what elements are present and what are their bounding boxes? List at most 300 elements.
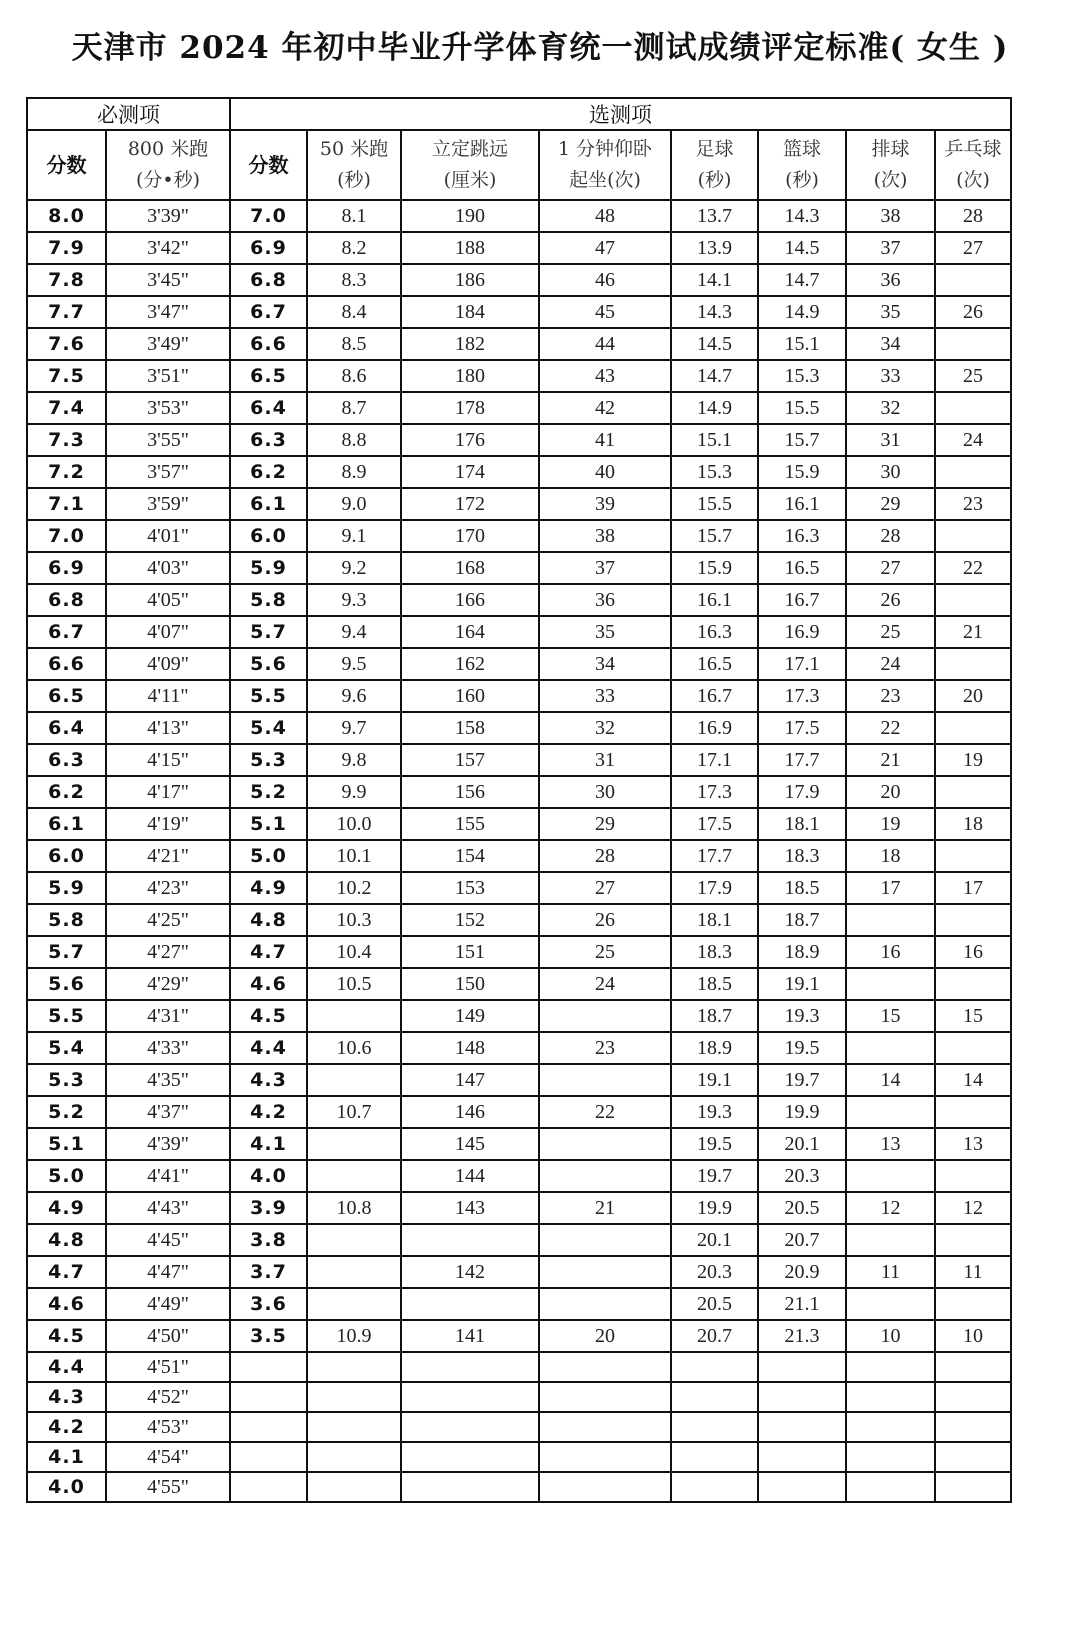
column-header-basketball — [758, 130, 846, 200]
cell-score-optional — [230, 1382, 307, 1412]
cell-football: 14.1 — [671, 264, 758, 296]
cell-table-tennis: 13 — [935, 1128, 1011, 1160]
cell-volleyball: 33 — [846, 360, 935, 392]
cell-score-required: 7.1 — [27, 488, 106, 520]
cell-run-800m: 4'53" — [106, 1412, 230, 1442]
column-header-table-tennis — [935, 130, 1011, 200]
cell-table-tennis: 14 — [935, 1064, 1011, 1096]
cell-football: 17.3 — [671, 776, 758, 808]
cell-football: 17.5 — [671, 808, 758, 840]
cell-football: 14.3 — [671, 296, 758, 328]
table-row — [27, 1224, 1011, 1256]
cell-run-50m: 9.5 — [307, 648, 401, 680]
cell-volleyball — [846, 1032, 935, 1064]
cell-basketball: 14.7 — [758, 264, 846, 296]
cell-run-800m: 4'07" — [106, 616, 230, 648]
cell-volleyball: 22 — [846, 712, 935, 744]
cell-situps-1min: 48 — [539, 200, 671, 232]
cell-run-800m: 4'01" — [106, 520, 230, 552]
cell-table-tennis — [935, 1096, 1011, 1128]
cell-run-800m: 3'53" — [106, 392, 230, 424]
cell-standing-long-jump: 153 — [401, 872, 539, 904]
cell-standing-long-jump — [401, 1382, 539, 1412]
cell-standing-long-jump: 157 — [401, 744, 539, 776]
column-header-volleyball — [846, 130, 935, 200]
cell-score-required: 6.2 — [27, 776, 106, 808]
cell-football: 18.3 — [671, 936, 758, 968]
column-header-score-required — [27, 130, 106, 200]
table-row — [27, 968, 1011, 1000]
cell-score-optional: 5.4 — [230, 712, 307, 744]
cell-football: 14.7 — [671, 360, 758, 392]
cell-basketball: 16.9 — [758, 616, 846, 648]
cell-volleyball: 17 — [846, 872, 935, 904]
cell-table-tennis: 12 — [935, 1192, 1011, 1224]
cell-run-800m: 3'47" — [106, 296, 230, 328]
cell-score-required: 7.0 — [27, 520, 106, 552]
cell-football: 19.1 — [671, 1064, 758, 1096]
cell-run-800m: 3'59" — [106, 488, 230, 520]
table-row — [27, 520, 1011, 552]
cell-standing-long-jump: 174 — [401, 456, 539, 488]
cell-situps-1min: 43 — [539, 360, 671, 392]
cell-score-required: 5.1 — [27, 1128, 106, 1160]
cell-standing-long-jump: 184 — [401, 296, 539, 328]
cell-table-tennis — [935, 712, 1011, 744]
column-header-situps-1min — [539, 130, 671, 200]
table-row — [27, 744, 1011, 776]
cell-run-50m: 10.7 — [307, 1096, 401, 1128]
cell-standing-long-jump: 158 — [401, 712, 539, 744]
cell-situps-1min — [539, 1382, 671, 1412]
table-row — [27, 840, 1011, 872]
cell-table-tennis — [935, 1224, 1011, 1256]
cell-score-optional: 3.7 — [230, 1256, 307, 1288]
cell-situps-1min: 38 — [539, 520, 671, 552]
table-row — [27, 1160, 1011, 1192]
table-row — [27, 1320, 1011, 1352]
cell-basketball: 19.1 — [758, 968, 846, 1000]
table-row — [27, 1032, 1011, 1064]
cell-volleyball — [846, 968, 935, 1000]
cell-situps-1min: 40 — [539, 456, 671, 488]
table-row — [27, 1128, 1011, 1160]
cell-football: 18.9 — [671, 1032, 758, 1064]
cell-table-tennis: 15 — [935, 1000, 1011, 1032]
cell-football: 13.9 — [671, 232, 758, 264]
table-row — [27, 1412, 1011, 1442]
cell-situps-1min — [539, 1064, 671, 1096]
cell-score-optional: 4.4 — [230, 1032, 307, 1064]
cell-standing-long-jump: 188 — [401, 232, 539, 264]
cell-situps-1min: 45 — [539, 296, 671, 328]
table-row — [27, 1064, 1011, 1096]
cell-score-optional: 6.0 — [230, 520, 307, 552]
cell-standing-long-jump: 145 — [401, 1128, 539, 1160]
cell-volleyball: 12 — [846, 1192, 935, 1224]
cell-football: 15.5 — [671, 488, 758, 520]
cell-basketball — [758, 1382, 846, 1412]
column-header-label: 50 米跑 — [319, 138, 389, 160]
cell-run-50m — [307, 1472, 401, 1502]
cell-score-optional — [230, 1472, 307, 1502]
cell-run-50m — [307, 1382, 401, 1412]
column-header-unit: (次) — [956, 169, 990, 191]
cell-score-optional — [230, 1442, 307, 1472]
cell-volleyball: 32 — [846, 392, 935, 424]
cell-volleyball: 23 — [846, 680, 935, 712]
cell-table-tennis — [935, 1442, 1011, 1472]
cell-run-50m: 8.7 — [307, 392, 401, 424]
cell-volleyball — [846, 1442, 935, 1472]
cell-run-50m — [307, 1352, 401, 1382]
cell-volleyball: 30 — [846, 456, 935, 488]
cell-run-800m: 4'03" — [106, 552, 230, 584]
cell-situps-1min: 33 — [539, 680, 671, 712]
cell-score-required: 5.7 — [27, 936, 106, 968]
cell-volleyball: 21 — [846, 744, 935, 776]
cell-run-800m: 4'37" — [106, 1096, 230, 1128]
cell-basketball: 20.1 — [758, 1128, 846, 1160]
cell-football: 14.9 — [671, 392, 758, 424]
cell-run-800m: 4'52" — [106, 1382, 230, 1412]
cell-basketball: 16.1 — [758, 488, 846, 520]
cell-standing-long-jump: 150 — [401, 968, 539, 1000]
cell-table-tennis — [935, 264, 1011, 296]
cell-basketball: 15.3 — [758, 360, 846, 392]
cell-situps-1min: 35 — [539, 616, 671, 648]
table-row — [27, 1288, 1011, 1320]
cell-score-optional: 5.7 — [230, 616, 307, 648]
cell-volleyball — [846, 1288, 935, 1320]
cell-score-required: 6.3 — [27, 744, 106, 776]
cell-score-optional — [230, 1412, 307, 1442]
cell-volleyball: 14 — [846, 1064, 935, 1096]
cell-score-required: 6.6 — [27, 648, 106, 680]
cell-situps-1min: 39 — [539, 488, 671, 520]
column-header-unit: (次) — [873, 169, 908, 191]
table-row — [27, 1096, 1011, 1128]
cell-table-tennis: 23 — [935, 488, 1011, 520]
cell-volleyball: 31 — [846, 424, 935, 456]
cell-basketball: 20.7 — [758, 1224, 846, 1256]
cell-run-50m: 8.8 — [307, 424, 401, 456]
cell-score-required: 4.1 — [27, 1442, 106, 1472]
cell-score-required: 4.2 — [27, 1412, 106, 1442]
cell-score-required: 5.2 — [27, 1096, 106, 1128]
cell-run-800m: 4'13" — [106, 712, 230, 744]
cell-situps-1min — [539, 1442, 671, 1472]
column-header-unit: (秒) — [337, 169, 371, 191]
cell-table-tennis: 20 — [935, 680, 1011, 712]
cell-situps-1min: 30 — [539, 776, 671, 808]
cell-run-50m: 8.2 — [307, 232, 401, 264]
cell-situps-1min — [539, 1160, 671, 1192]
cell-table-tennis — [935, 1382, 1011, 1412]
cell-table-tennis: 28 — [935, 200, 1011, 232]
table-row — [27, 264, 1011, 296]
cell-score-optional: 4.2 — [230, 1096, 307, 1128]
cell-score-required: 6.0 — [27, 840, 106, 872]
cell-standing-long-jump: 182 — [401, 328, 539, 360]
cell-score-required: 5.5 — [27, 1000, 106, 1032]
cell-standing-long-jump: 155 — [401, 808, 539, 840]
cell-score-required: 6.8 — [27, 584, 106, 616]
cell-football: 14.5 — [671, 328, 758, 360]
table-row — [27, 296, 1011, 328]
cell-situps-1min: 25 — [539, 936, 671, 968]
cell-run-800m: 4'11" — [106, 680, 230, 712]
cell-run-50m: 9.3 — [307, 584, 401, 616]
cell-score-optional: 4.5 — [230, 1000, 307, 1032]
cell-standing-long-jump: 190 — [401, 200, 539, 232]
cell-standing-long-jump: 166 — [401, 584, 539, 616]
table-row — [27, 808, 1011, 840]
cell-situps-1min: 34 — [539, 648, 671, 680]
cell-basketball: 15.5 — [758, 392, 846, 424]
cell-score-required: 6.9 — [27, 552, 106, 584]
cell-score-required: 7.4 — [27, 392, 106, 424]
table-row — [27, 1472, 1011, 1502]
cell-situps-1min — [539, 1412, 671, 1442]
cell-run-800m: 3'39" — [106, 200, 230, 232]
cell-basketball: 16.3 — [758, 520, 846, 552]
cell-standing-long-jump: 144 — [401, 1160, 539, 1192]
cell-score-optional: 5.1 — [230, 808, 307, 840]
cell-standing-long-jump — [401, 1288, 539, 1320]
column-header-label: 立定跳远 — [431, 138, 508, 160]
cell-run-50m: 10.8 — [307, 1192, 401, 1224]
cell-volleyball: 11 — [846, 1256, 935, 1288]
cell-run-800m: 4'39" — [106, 1128, 230, 1160]
cell-score-optional: 7.0 — [230, 200, 307, 232]
cell-score-optional: 4.8 — [230, 904, 307, 936]
cell-volleyball: 18 — [846, 840, 935, 872]
cell-score-required: 4.6 — [27, 1288, 106, 1320]
cell-run-800m: 4'49" — [106, 1288, 230, 1320]
cell-basketball: 14.9 — [758, 296, 846, 328]
table-row — [27, 360, 1011, 392]
column-header-label: 800 米跑 — [127, 138, 209, 160]
cell-basketball: 15.1 — [758, 328, 846, 360]
cell-football: 15.7 — [671, 520, 758, 552]
cell-volleyball: 16 — [846, 936, 935, 968]
cell-score-required: 4.5 — [27, 1320, 106, 1352]
cell-table-tennis — [935, 904, 1011, 936]
cell-standing-long-jump: 172 — [401, 488, 539, 520]
column-header-unit: (分•秒) — [135, 169, 201, 191]
cell-table-tennis — [935, 1160, 1011, 1192]
cell-score-optional: 5.8 — [230, 584, 307, 616]
cell-table-tennis — [935, 840, 1011, 872]
cell-table-tennis: 22 — [935, 552, 1011, 584]
cell-football: 15.3 — [671, 456, 758, 488]
column-header-run-50m — [307, 130, 401, 200]
cell-basketball: 20.3 — [758, 1160, 846, 1192]
column-header-unit: (厘米) — [443, 169, 497, 191]
cell-football: 16.5 — [671, 648, 758, 680]
cell-standing-long-jump: 156 — [401, 776, 539, 808]
cell-table-tennis — [935, 776, 1011, 808]
cell-run-800m: 4'33" — [106, 1032, 230, 1064]
cell-score-optional: 6.7 — [230, 296, 307, 328]
cell-football: 20.3 — [671, 1256, 758, 1288]
cell-standing-long-jump: 164 — [401, 616, 539, 648]
cell-run-800m: 4'05" — [106, 584, 230, 616]
column-header-label: 1 分钟仰卧 — [557, 138, 653, 160]
cell-run-50m — [307, 1128, 401, 1160]
cell-football: 18.7 — [671, 1000, 758, 1032]
cell-football: 19.9 — [671, 1192, 758, 1224]
cell-run-800m: 4'27" — [106, 936, 230, 968]
cell-volleyball: 27 — [846, 552, 935, 584]
cell-score-optional: 5.6 — [230, 648, 307, 680]
cell-run-800m: 4'45" — [106, 1224, 230, 1256]
column-header-football — [671, 130, 758, 200]
cell-basketball: 17.9 — [758, 776, 846, 808]
cell-volleyball — [846, 1160, 935, 1192]
cell-situps-1min — [539, 1472, 671, 1502]
cell-football — [671, 1472, 758, 1502]
cell-run-50m — [307, 1256, 401, 1288]
cell-football: 16.9 — [671, 712, 758, 744]
cell-run-800m: 4'23" — [106, 872, 230, 904]
cell-score-optional: 3.9 — [230, 1192, 307, 1224]
cell-run-800m: 3'42" — [106, 232, 230, 264]
cell-situps-1min: 44 — [539, 328, 671, 360]
cell-standing-long-jump: 186 — [401, 264, 539, 296]
cell-score-required: 4.7 — [27, 1256, 106, 1288]
column-header-label: 足球 — [695, 138, 734, 160]
cell-score-required: 4.0 — [27, 1472, 106, 1502]
cell-table-tennis — [935, 584, 1011, 616]
cell-football: 15.9 — [671, 552, 758, 584]
cell-score-optional: 4.6 — [230, 968, 307, 1000]
cell-football: 17.7 — [671, 840, 758, 872]
cell-table-tennis: 16 — [935, 936, 1011, 968]
cell-volleyball: 15 — [846, 1000, 935, 1032]
cell-basketball: 15.7 — [758, 424, 846, 456]
cell-run-800m: 4'55" — [106, 1472, 230, 1502]
column-header-label: 篮球 — [782, 138, 821, 160]
cell-run-800m: 4'21" — [106, 840, 230, 872]
cell-score-optional: 5.2 — [230, 776, 307, 808]
cell-run-50m: 10.4 — [307, 936, 401, 968]
table-row — [27, 328, 1011, 360]
cell-score-required: 5.6 — [27, 968, 106, 1000]
cell-volleyball: 29 — [846, 488, 935, 520]
cell-score-required: 7.5 — [27, 360, 106, 392]
cell-situps-1min: 24 — [539, 968, 671, 1000]
cell-standing-long-jump — [401, 1472, 539, 1502]
cell-volleyball: 10 — [846, 1320, 935, 1352]
cell-score-required: 4.4 — [27, 1352, 106, 1382]
cell-basketball: 18.7 — [758, 904, 846, 936]
cell-run-800m: 4'19" — [106, 808, 230, 840]
cell-volleyball: 38 — [846, 200, 935, 232]
cell-table-tennis — [935, 1412, 1011, 1442]
cell-standing-long-jump: 160 — [401, 680, 539, 712]
cell-volleyball — [846, 1412, 935, 1442]
cell-situps-1min: 36 — [539, 584, 671, 616]
cell-score-optional: 3.8 — [230, 1224, 307, 1256]
cell-score-optional: 5.5 — [230, 680, 307, 712]
cell-basketball: 14.3 — [758, 200, 846, 232]
table-row — [27, 488, 1011, 520]
cell-run-50m: 9.9 — [307, 776, 401, 808]
cell-score-optional: 6.8 — [230, 264, 307, 296]
cell-standing-long-jump: 180 — [401, 360, 539, 392]
column-header-label: 排球 — [871, 138, 910, 160]
cell-situps-1min: 37 — [539, 552, 671, 584]
cell-basketball: 19.9 — [758, 1096, 846, 1128]
cell-score-required: 7.6 — [27, 328, 106, 360]
cell-score-required: 6.5 — [27, 680, 106, 712]
cell-volleyball — [846, 904, 935, 936]
cell-run-50m: 8.5 — [307, 328, 401, 360]
cell-football — [671, 1382, 758, 1412]
cell-standing-long-jump: 148 — [401, 1032, 539, 1064]
cell-volleyball — [846, 1352, 935, 1382]
cell-football: 18.5 — [671, 968, 758, 1000]
cell-score-optional: 4.9 — [230, 872, 307, 904]
cell-run-50m — [307, 1288, 401, 1320]
cell-score-required: 7.7 — [27, 296, 106, 328]
cell-table-tennis — [935, 1288, 1011, 1320]
cell-football: 19.3 — [671, 1096, 758, 1128]
cell-football: 17.1 — [671, 744, 758, 776]
cell-standing-long-jump — [401, 1412, 539, 1442]
cell-table-tennis: 18 — [935, 808, 1011, 840]
cell-football: 13.7 — [671, 200, 758, 232]
cell-run-50m: 9.7 — [307, 712, 401, 744]
column-header-label: 分数 — [46, 152, 87, 177]
cell-basketball — [758, 1442, 846, 1472]
cell-standing-long-jump: 142 — [401, 1256, 539, 1288]
cell-table-tennis: 10 — [935, 1320, 1011, 1352]
cell-run-50m: 10.3 — [307, 904, 401, 936]
cell-basketball: 18.9 — [758, 936, 846, 968]
cell-table-tennis: 26 — [935, 296, 1011, 328]
cell-score-optional: 4.1 — [230, 1128, 307, 1160]
cell-score-optional: 6.4 — [230, 392, 307, 424]
table-row — [27, 552, 1011, 584]
cell-table-tennis — [935, 1352, 1011, 1382]
cell-standing-long-jump: 168 — [401, 552, 539, 584]
cell-basketball — [758, 1352, 846, 1382]
table-row — [27, 424, 1011, 456]
cell-table-tennis — [935, 520, 1011, 552]
group-required-header: 必测项 — [27, 98, 230, 130]
cell-run-50m: 10.2 — [307, 872, 401, 904]
cell-run-50m: 10.9 — [307, 1320, 401, 1352]
column-header-row — [27, 130, 1011, 200]
cell-volleyball: 37 — [846, 232, 935, 264]
cell-run-50m: 8.3 — [307, 264, 401, 296]
cell-score-optional — [230, 1352, 307, 1382]
cell-situps-1min — [539, 1128, 671, 1160]
cell-run-800m: 3'51" — [106, 360, 230, 392]
column-header-label: 分数 — [248, 152, 289, 177]
cell-basketball: 17.1 — [758, 648, 846, 680]
cell-run-800m: 3'45" — [106, 264, 230, 296]
cell-run-50m: 9.4 — [307, 616, 401, 648]
cell-score-optional: 3.6 — [230, 1288, 307, 1320]
table-row — [27, 936, 1011, 968]
table-row — [27, 1256, 1011, 1288]
cell-situps-1min: 23 — [539, 1032, 671, 1064]
cell-volleyball: 24 — [846, 648, 935, 680]
